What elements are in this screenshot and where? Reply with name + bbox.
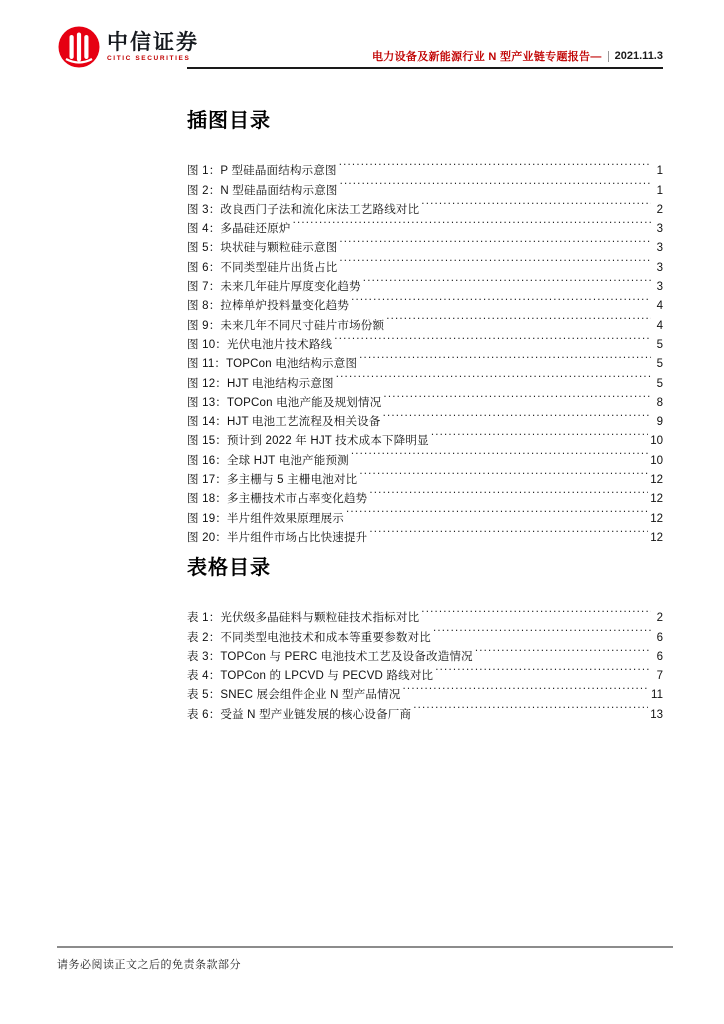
toc-dot-leader [359,348,651,367]
toc-entry-label: 图 8：拉棒单炉投料量变化趋势 [187,300,350,313]
toc-entry-label: 表 5：SNEC 展会组件企业 N 型产品情况 [187,689,401,702]
toc-entry-page: 3 [656,261,663,274]
toc-content [187,0,663,721]
toc-entry-page: 12 [650,531,663,544]
toc-entry-label: 表 1：光伏级多晶硅料与颗粒硅技术指标对比 [187,612,420,625]
toc-dot-leader [369,522,648,541]
toc-entry-page: 6 [656,650,663,663]
toc-entry-page: 10 [650,454,663,467]
toc-entry-label: 图 7：未来几年硅片厚度变化趋势 [187,281,361,294]
toc-entry-label: 图 11：TOPCon 电池结构示意图 [187,358,358,371]
toc-entry-label: 图 6：不同类型硅片出货占比 [187,261,338,274]
toc-entry-page: 11 [651,689,663,702]
toc-entry-label: 图 10：光伏电池片技术路线 [187,338,333,351]
report-date: 2021.11.3 [614,50,663,62]
toc-dot-leader [359,464,648,483]
toc-entry[interactable] [187,155,663,178]
toc-entry-page: 5 [656,338,663,351]
toc-entry-page: 6 [656,631,663,644]
toc-dot-leader [351,290,651,309]
toc-entry-page: 12 [650,474,663,487]
toc-entry-label: 图 2：N 型硅晶面结构示意图 [187,184,338,197]
figures-toc-title: 插图目录 [187,110,271,132]
toc-entry-page: 4 [656,319,663,332]
toc-dot-leader [339,251,651,270]
toc-entry-label: 图 17：多主栅与 5 主栅电池对比 [187,474,358,487]
toc-dot-leader [403,679,650,698]
brand-name-cn: 中信证券 [107,29,199,54]
toc-entry-page: 4 [656,300,663,313]
toc-dot-leader [383,387,651,406]
toc-entry-label: 图 1：P 型硅晶面结构示意图 [187,165,337,178]
toc-dot-leader [339,155,651,174]
toc-dot-leader [346,502,648,521]
toc-entry-page: 12 [650,512,663,525]
toc-dot-leader [351,444,648,463]
toc-entry-label: 图 18：多主栅技术市占率变化趋势 [187,493,368,506]
toc-entry-label: 图 3：改良西门子法和流化床法工艺路线对比 [187,203,420,216]
toc-entry-page: 5 [656,377,663,390]
toc-entry-label: 图 9：未来几年不同尺寸硅片市场份额 [187,319,385,332]
toc-entry-page: 3 [656,242,663,255]
toc-entry-page: 10 [650,435,663,448]
toc-entry-page: 5 [656,358,663,371]
toc-entry-label: 图 12：HJT 电池结构示意图 [187,377,334,390]
toc-dot-leader [431,425,648,444]
toc-entry-page: 1 [656,165,663,178]
toc-dot-leader [421,194,651,213]
toc-dot-leader [340,174,651,193]
toc-dot-leader [386,309,651,328]
toc-dot-leader [475,641,651,660]
toc-entry-label: 图 14：HJT 电池工艺流程及相关设备 [187,416,381,429]
footer-disclaimer: 请务必阅读正文之后的免责条款部分 [57,959,241,971]
toc-dot-leader [363,271,651,290]
toc-dot-leader [435,660,651,679]
toc-entry-label: 图 15：预计到 2022 年 HJT 技术成本下降明显 [187,435,429,448]
toc-dot-leader [336,367,651,386]
toc-entry-page: 8 [656,396,663,409]
toc-entry-page: 7 [656,670,663,683]
toc-entry-page: 9 [656,416,663,429]
toc-entry-label: 表 2：不同类型电池技术和成本等重要参数对比 [187,631,431,644]
toc-entry-page: 2 [656,203,663,216]
toc-dot-leader [334,329,651,348]
tables-toc-title: 表格目录 [187,556,271,579]
toc-entry-label: 图 5：块状硅与颗粒硅示意图 [187,242,338,255]
toc-entry-page: 3 [656,281,663,294]
brand-text [107,29,199,63]
toc-dot-leader [413,698,648,717]
toc-entry-page: 12 [650,493,663,506]
toc-entry-page: 13 [650,708,663,721]
toc-dot-leader [383,406,651,425]
toc-entry[interactable] [187,602,663,625]
toc-entry-label: 图 4：多晶硅还原炉 [187,223,291,236]
toc-entry-label: 表 3：TOPCon 与 PERC 电池技术工艺及设备改造情况 [187,650,473,663]
toc-entry-page: 1 [656,184,663,197]
report-title: 电力设备及新能源行业 N 型产业链专题报告— [372,51,602,63]
toc-dot-leader [421,602,651,621]
toc-entry-page: 3 [656,223,663,236]
footer-rule [57,946,673,948]
toc-dot-leader [293,213,651,232]
toc-entry-label: 表 4：TOPCon 的 LPCVD 与 PECVD 路线对比 [187,670,434,683]
toc-dot-leader [339,232,651,251]
toc-entry-page: 2 [656,612,663,625]
tables-toc-list [187,602,663,721]
figures-toc-list [187,155,663,544]
toc-entry-label: 表 6：受益 N 型产业链发展的核心设备厂商 [187,708,412,721]
brand-name-en: CITIC SECURITIES [107,54,191,62]
toc-dot-leader [433,621,651,640]
toc-entry-label: 图 19：半片组件效果原理展示 [187,512,344,525]
toc-entry-label: 图 13：TOPCon 电池产能及规划情况 [187,396,382,409]
citic-logo-icon [58,26,100,68]
toc-dot-leader [369,483,648,502]
toc-entry-label: 图 20：半片组件市场占比快速提升 [187,531,368,544]
toc-entry-label: 图 16：全球 HJT 电池产能预测 [187,454,349,467]
citic-logo [58,26,199,68]
